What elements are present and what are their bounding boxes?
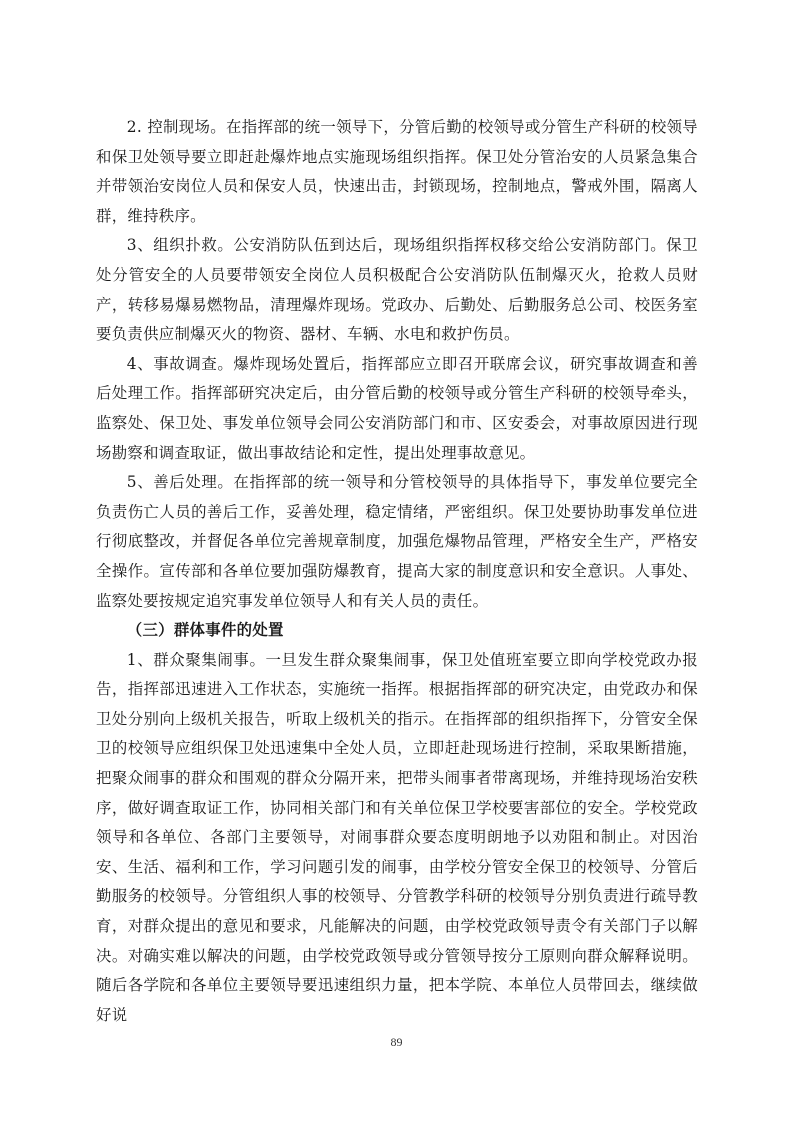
page-number: 89 — [390, 1035, 403, 1049]
paragraph-aftermath-handling: 5、善后处理。在指挥部的统一领导和分管校领导的具体指导下，事发单位要完全负责伤亡人员的善后工作，妥善处理，稳定情绪，严密组织。保卫处要协助事发单位进行彻底整改，并督促各单位完善规章制度，加强危爆物品管理，严格安全生产，严格安全操作。宣传部和各单位要加强防爆教育，提高大家的制度意识和安全意识。人事处、监察处要按规定追究事发单位领导人和有关人员的责任。 — [96, 473, 698, 610]
paragraph-crowd-gathering: 1、群众聚集闹事。一旦发生群众聚集闹事，保卫处值班室要立即向学校党政办报告，指挥部迅速进入工作状态，实施统一指挥。根据指挥部的研究决定，由党政办和保卫处分别向上级机关报告，听取上级机关的指示。在指挥部的组织指挥下，分管安全保卫的校领导应组织保卫处迅速集中全处人员，立即赶赴现场进行控制，采取果断措施，把聚众闹事的群众和围观的群众分隔开来，把带头闹事者带离现场，并维持现场治安秩序，做好调查取证工作，协同相关部门和有关单位保卫学校要害部位的安全。学校党政领导和各单位、各部门主要领导，对闹事群众要态度明朗地予以劝阻和制止。对因治安、生活、福利和工作，学习问题引发的闹事，由学校分管安全保卫的校领导、分管后勤服务的校领导。分管组织人事的校领导、分管教学科研的校领导分别负责进行疏导教育，对群众提出的意见和要求，凡能解决的问题，由学校党政领导责令有关部门子以解决。对确实难以解决的问题，由学校党政领导或分管领导按分工原则向群众解释说明。随后各学院和各单位主要领导要迅速组织力量，把本学院、本单位人员带回去，继续做好说 — [96, 650, 698, 1024]
paragraph-accident-investigation: 4、事故调查。爆炸现场处置后，指挥部应立即召开联席会议，研究事故调查和善后处理工作。指挥部研究决定后，由分管后勤的校领导或分管生产科研的校领导牵头，监察处、保卫处、事发单位领导会同公安消防部门和市、区安委会，对事故原因进行现场勘察和调查取证，做出事故结论和定性，提出处理事故意见。 — [96, 354, 698, 462]
document-body — [96, 113, 698, 1030]
paragraph-organize-rescue: 3、组织扑救。公安消防队伍到达后，现场组织指挥权移交给公安消防部门。保卫处分管安全的人员要带领安全岗位人员积极配合公安消防队伍制爆灭火，抢救人员财产，转移易爆易燃物品，清理爆炸现场。党政办、后勤处、后勤服务总公司、校医务室要负责供应制爆灭火的物资、器材、车辆、水电和救护伤员。 — [96, 236, 698, 344]
section-heading-group-incidents: （三）群体事件的处置 — [126, 621, 284, 640]
paragraph-control-scene: 2. 控制现场。在指挥部的统一领导下，分管后勤的校领导或分管生产科研的校领导和保卫处领导要立即赶赴爆炸地点实施现场组织指挥。保卫处分管治安的人员紧急集合并带领治安岗位人员和保安人员，快速出击，封锁现场，控制地点，警戒外围，隔离人群，维持秩序。 — [96, 118, 698, 225]
